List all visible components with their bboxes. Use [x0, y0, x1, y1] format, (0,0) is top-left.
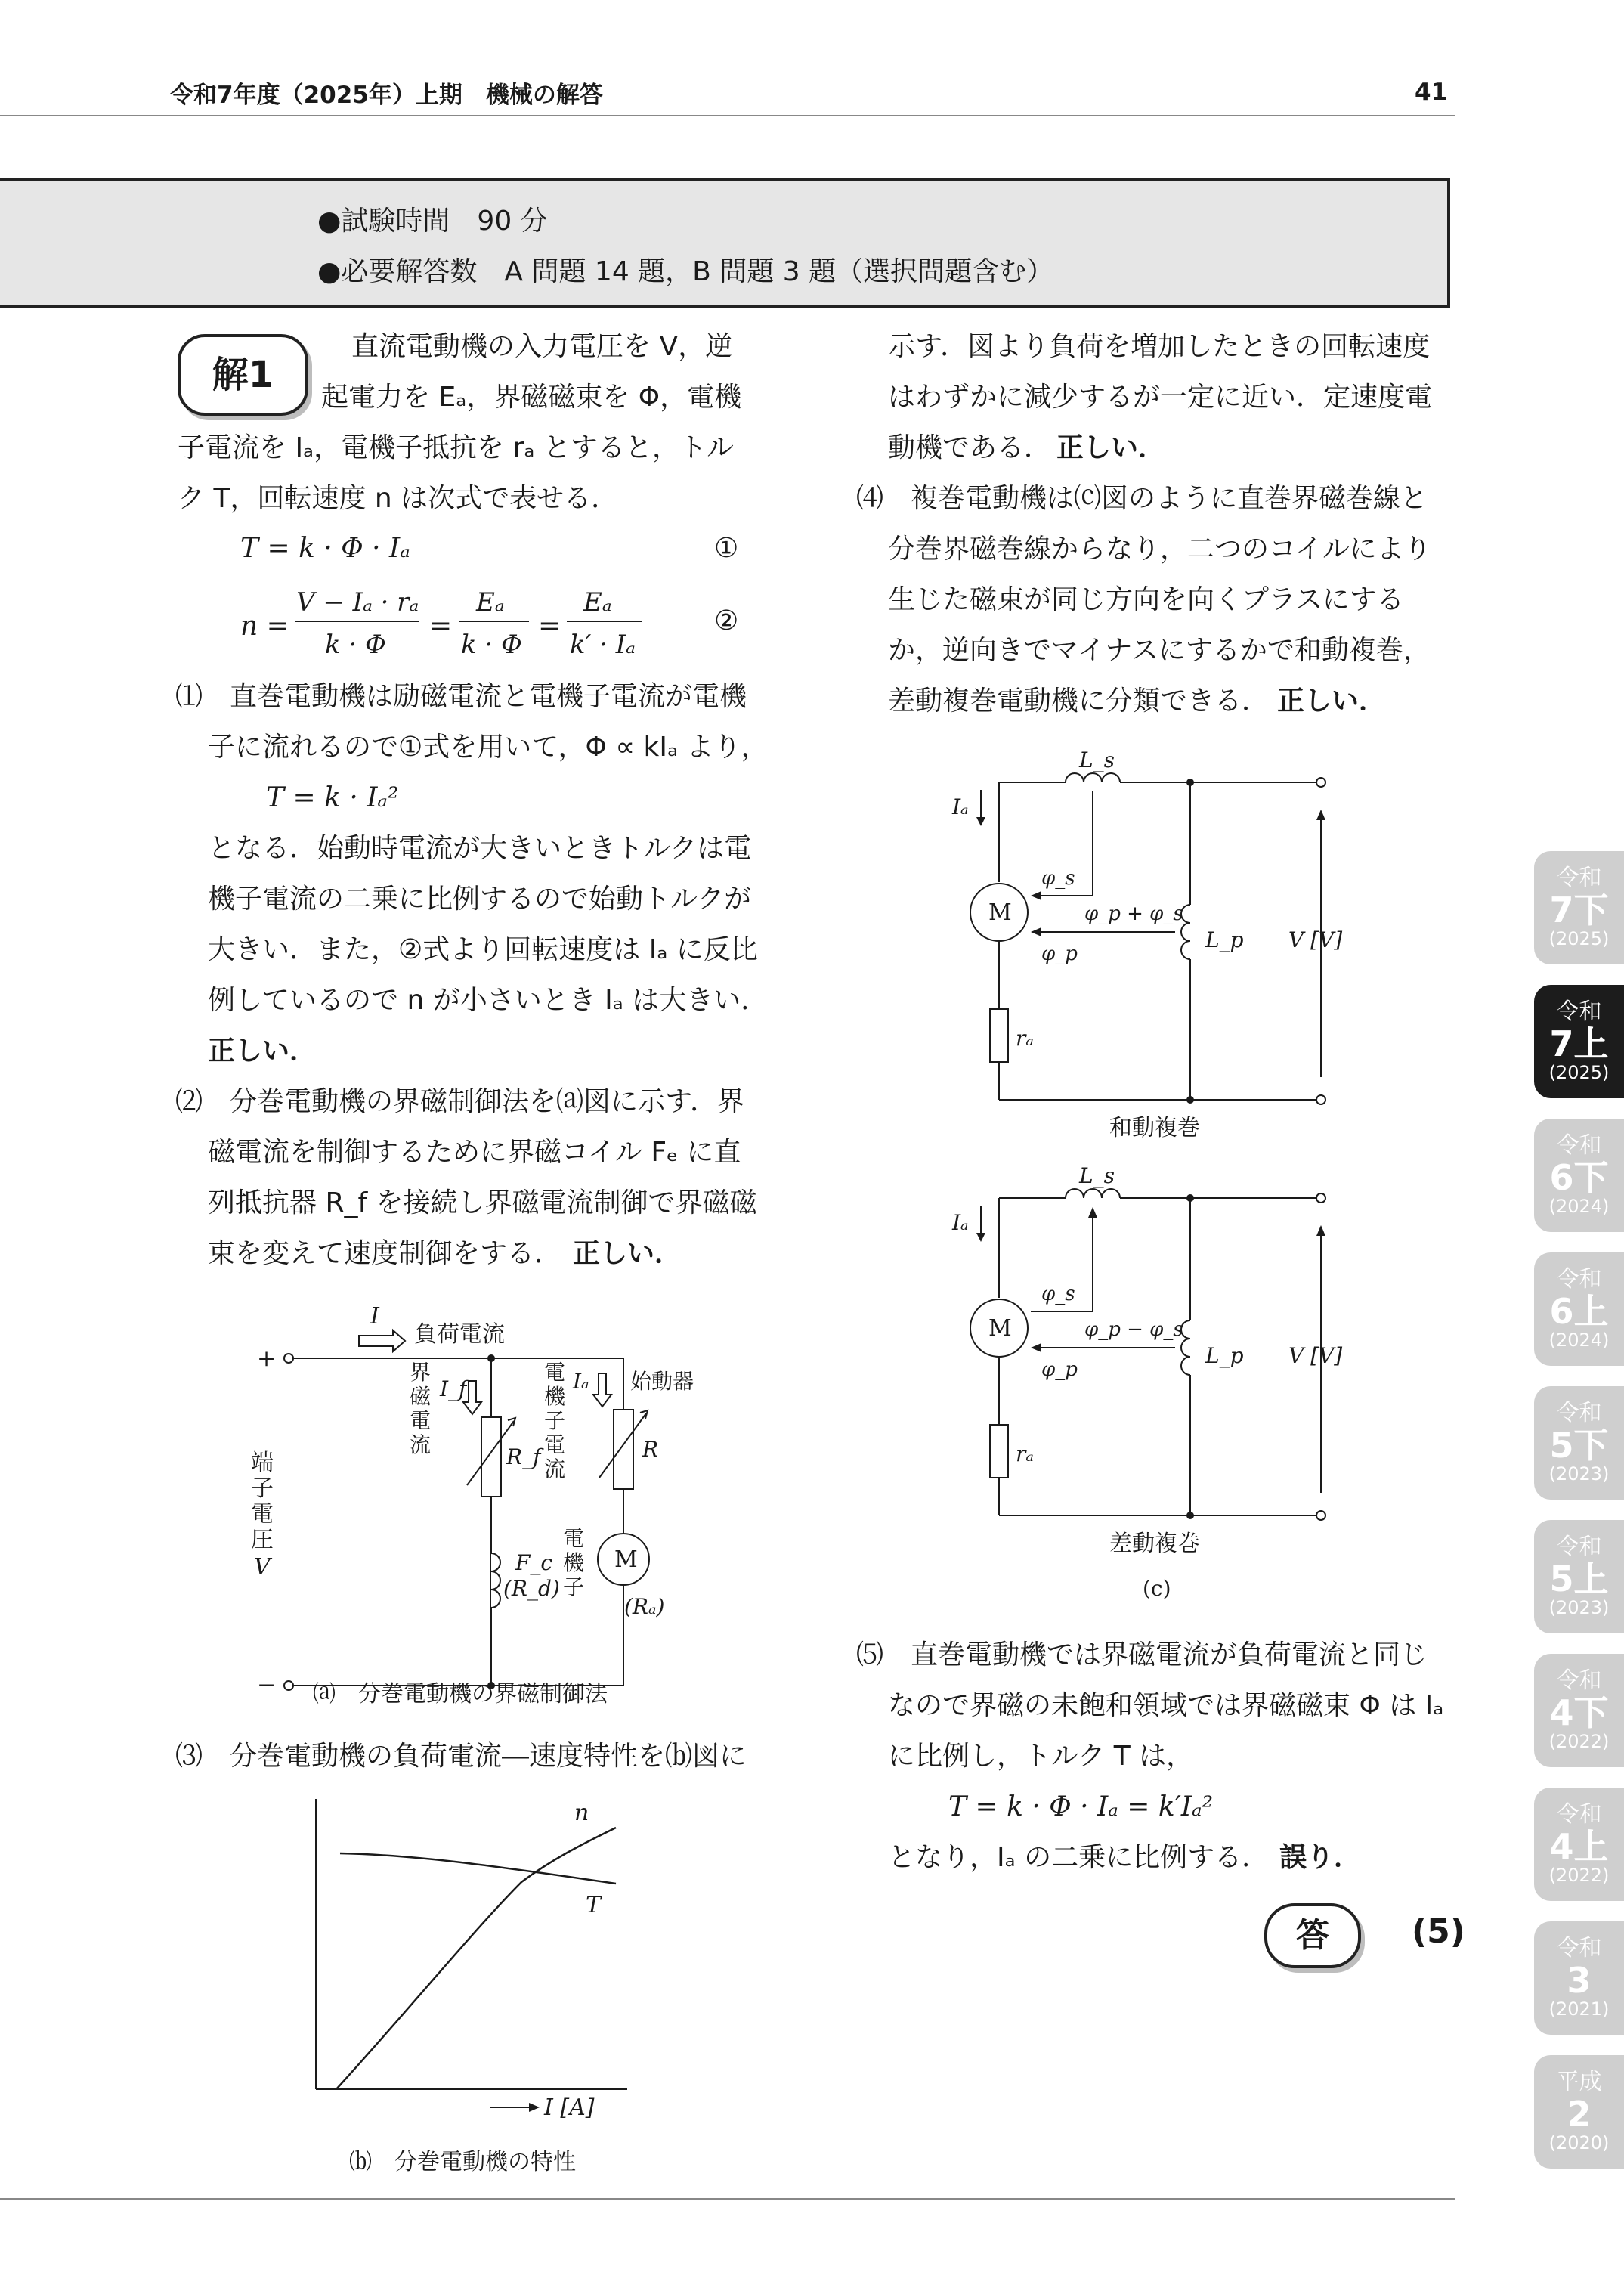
item3-cont-line-2: はわずかに減少するが一定に近い．定速度電: [888, 382, 1433, 413]
fig-a-voltage-3: 電: [251, 1501, 274, 1528]
item4-line-1: ⑷ 複巻電動機は⒞図のように直巻界磁巻線と: [856, 483, 1428, 514]
svg-text:=: =: [538, 611, 561, 642]
item3-verdict: 正しい．: [1056, 432, 1166, 463]
fig-a-voltage-4: 圧: [251, 1527, 274, 1553]
item4-verdict: 正しい．: [1277, 686, 1387, 717]
side-tab-r7-lower[interactable]: 令和 7下 (2025): [1534, 851, 1624, 964]
item2-line-4: 束を変えて速度制御をする．: [208, 1238, 562, 1269]
fig-a-load-current: 負荷電流: [414, 1321, 505, 1348]
svg-text:=: =: [429, 611, 453, 642]
svg-text:k · Φ: k · Φ: [461, 630, 522, 660]
figure-b-caption: ⒝ 分巻電動機の特性: [349, 2149, 576, 2175]
figure-a-field-control: [242, 1296, 771, 1720]
fig-b-x-label: I [A]: [544, 2094, 595, 2121]
intro-line-1: 直流電動機の入力電圧を V，逆: [351, 331, 733, 362]
fig-a-armature-3: 子: [563, 1574, 585, 1599]
fig-c-V-top: V [V]: [1288, 927, 1343, 952]
exam-required-answers: ●必要解答数 A 問題 14 題，B 問題 3 題（選択問題含む）: [317, 256, 1054, 287]
item3-cont-line-1: 示す．図より負荷を増加したときの回転速度: [888, 331, 1431, 362]
item4-line-4: か，逆向きでマイナスにするかで和動複巻，: [888, 635, 1431, 666]
item5-line-2: なので界磁の未飽和領域では界磁磁束 Φ は Iₐ: [888, 1690, 1444, 1721]
side-tab-r5-lower[interactable]: 令和 5下 (2023): [1534, 1386, 1624, 1500]
fig-c-Ls-top: L_s: [1079, 748, 1115, 772]
figure-c-caption: (c): [1143, 1576, 1171, 1601]
page-header-title: 令和7年度（2025年）上期 機械の解答: [170, 82, 603, 109]
svg-text:Eₐ: Eₐ: [476, 587, 505, 618]
fig-a-voltage-2: 子: [251, 1475, 274, 1502]
item5-line-3: に比例し，トルク T は，: [888, 1741, 1194, 1772]
fig-c-Lp-bottom: L_p: [1205, 1343, 1244, 1368]
item5-equation: T = k · Φ · Iₐ = k′Iₐ²: [948, 1791, 1213, 1822]
fig-c-bottom-label: 差動複巻: [1109, 1531, 1200, 1557]
fig-a-field-current-3: 電: [410, 1408, 432, 1433]
fig-c-M-bottom: M: [988, 1315, 1012, 1342]
item1-line-4: となる．始動時電流が大きいときトルクは電: [208, 833, 752, 864]
fig-c-Ls-bottom: L_s: [1079, 1163, 1115, 1188]
fig-c-Lp-top: L_p: [1205, 927, 1244, 952]
fig-a-armature-1: 電: [563, 1526, 585, 1551]
item3-line-1: ⑶ 分巻電動機の負荷電流―速度特性を⒝図に: [175, 1741, 747, 1772]
side-tab-r4-upper[interactable]: 令和 4上 (2022): [1534, 1788, 1624, 1901]
item2-line-1: ⑵ 分巻電動機の界磁制御法を⒜図に示す．界: [175, 1086, 745, 1117]
item5-line-1: ⑸ 直巻電動機では界磁電流が負荷電流と同じ: [856, 1639, 1428, 1670]
item1-line-2: 子に流れるので①式を用いて，Φ ∝ kIₐ より，: [208, 732, 769, 763]
fig-c-phis-top: φ_s: [1041, 867, 1075, 890]
item4-line-5: 差動複巻電動機に分類できる．: [888, 686, 1270, 717]
item1-line-6: 大きい．また，②式より回転速度は Iₐ に反比: [208, 934, 758, 965]
item5-line-5: となり，Iₐ の二乗に比例する．: [888, 1842, 1270, 1873]
fig-c-M-top: M: [988, 899, 1012, 926]
fig-a-armature-2: 機: [563, 1550, 585, 1575]
fig-c-diff: φ_p − φ_s: [1084, 1318, 1183, 1341]
fig-c-Ia-top: Iₐ: [952, 794, 969, 819]
intro-line-2: 起電力を Eₐ，界磁磁束を Φ，電機: [321, 382, 742, 413]
equation-1: T = k · Φ · Iₐ: [240, 533, 410, 564]
figure-c-differential: [937, 1160, 1375, 1561]
svg-text:V − Iₐ · rₐ: V − Iₐ · rₐ: [296, 587, 419, 618]
item3-cont-line-3: 動機である．: [888, 432, 1052, 463]
side-tab-r4-lower[interactable]: 令和 4下 (2022): [1534, 1654, 1624, 1767]
equation-2-mark: ②: [714, 605, 739, 636]
fig-c-ra-bottom: rₐ: [1016, 1441, 1034, 1466]
figure-a-caption: ⒜ 分巻電動機の界磁制御法: [313, 1681, 608, 1707]
fig-c-V-bottom: V [V]: [1288, 1343, 1343, 1368]
page-number: 41: [1415, 79, 1448, 106]
fig-a-armature-current-5: 流: [544, 1457, 566, 1481]
footer-divider: [0, 2198, 1455, 2200]
item5-verdict: 誤り．: [1279, 1842, 1362, 1873]
item4-line-3: 生じた磁束が同じ方向を向くプラスにする: [888, 584, 1404, 615]
exam-time: ●試験時間 90 分: [317, 206, 548, 237]
item1-line-5: 機子電流の二乗に比例するので始動トルクが: [208, 884, 752, 915]
fig-a-voltage-5: V: [254, 1554, 271, 1580]
side-tab-r6-upper[interactable]: 令和 6上 (2024): [1534, 1252, 1624, 1366]
header-divider: [0, 115, 1455, 116]
fig-c-phip-bottom: φ_p: [1041, 1358, 1078, 1381]
item1-line-1: ⑴ 直巻電動機は励磁電流と電機子電流が電機: [175, 681, 747, 712]
side-tab-r5-upper[interactable]: 令和 5上 (2023): [1534, 1520, 1624, 1633]
fig-a-armature-current-4: 電: [544, 1432, 566, 1457]
fig-a-armature-current-3: 子: [544, 1408, 566, 1433]
figure-b-characteristics: [295, 1791, 650, 2131]
fig-c-sum: φ_p + φ_s: [1084, 902, 1183, 925]
item4-line-2: 分巻界磁巻線からなり，二つのコイルにより: [888, 534, 1431, 565]
equation-1-mark: ①: [714, 533, 739, 564]
fig-a-If: I_f: [440, 1376, 467, 1401]
answer-value: (5): [1412, 1912, 1465, 1951]
fig-a-armature-current-1: 電: [544, 1360, 566, 1385]
side-tab-r3[interactable]: 令和 3 (2021): [1534, 1921, 1624, 2035]
fig-a-plus: +: [257, 1345, 277, 1372]
item2-verdict: 正しい．: [573, 1238, 682, 1269]
solution-label: 解1: [178, 334, 308, 416]
fig-a-field-current-1: 界: [410, 1360, 432, 1385]
fig-a-I: I: [370, 1303, 379, 1330]
fig-a-field-current-2: 磁: [410, 1384, 432, 1409]
equation-2: [234, 574, 657, 673]
item1-equation: T = k · Iₐ²: [266, 782, 399, 813]
fig-c-ra-top: rₐ: [1016, 1026, 1034, 1051]
fig-b-n-label: n: [574, 1800, 589, 1826]
fig-c-phis-bottom: φ_s: [1041, 1283, 1075, 1305]
torque-curve-T: [336, 1828, 616, 2089]
fig-c-top-label: 和動複巻: [1109, 1115, 1200, 1141]
svg-text:Eₐ: Eₐ: [583, 587, 612, 618]
fig-a-Rd: (R_d): [503, 1576, 560, 1601]
fig-a-Fc: F_c: [515, 1550, 553, 1575]
fig-a-M: M: [614, 1546, 638, 1573]
fig-a-armature-current-2: 機: [544, 1384, 566, 1409]
intro-line-4: ク T，回転速度 n は次式で表せる．: [178, 483, 619, 514]
svg-text:k′ · Iₐ: k′ · Iₐ: [570, 630, 636, 660]
side-tab-r6-lower[interactable]: 令和 6下 (2024): [1534, 1119, 1624, 1232]
intro-line-3: 子電流を Iₐ，電機子抵抗を rₐ とすると，トル: [178, 432, 734, 463]
svg-text:k · Φ: k · Φ: [325, 630, 386, 660]
fig-a-starter: 始動器: [630, 1369, 694, 1394]
fig-a-R: R: [642, 1437, 659, 1462]
fig-a-Ia: Iₐ: [573, 1369, 589, 1394]
answer-label: 答: [1264, 1903, 1361, 1968]
fig-a-Ra: (Rₐ): [624, 1594, 665, 1619]
fig-a-field-current-4: 流: [410, 1432, 432, 1457]
item1-verdict: 正しい．: [208, 1036, 317, 1067]
fig-b-T-label: T: [586, 1892, 602, 1918]
fig-a-voltage-1: 端: [251, 1450, 274, 1476]
side-tab-r7-upper[interactable]: 令和 7上 (2025): [1534, 985, 1624, 1098]
item1-line-7: 例しているので n が小さいとき Iₐ は大きい．: [208, 985, 769, 1016]
speed-curve-n: [340, 1853, 616, 1884]
fig-a-minus: −: [257, 1672, 277, 1698]
fig-c-phip-top: φ_p: [1041, 943, 1078, 965]
figure-c-cumulative: [937, 745, 1375, 1145]
side-tab-h2[interactable]: 平成 2 (2020): [1534, 2055, 1624, 2169]
item2-line-3: 列抵抗器 R_f を接続し界磁電流制御で界磁磁: [208, 1187, 757, 1218]
fig-c-Ia-bottom: Iₐ: [952, 1210, 969, 1235]
svg-text:n =: n =: [240, 611, 289, 642]
item2-line-2: 磁電流を制御するために界磁コイル Fₑ に直: [208, 1137, 741, 1168]
fig-a-Rf: R_f: [506, 1444, 541, 1469]
